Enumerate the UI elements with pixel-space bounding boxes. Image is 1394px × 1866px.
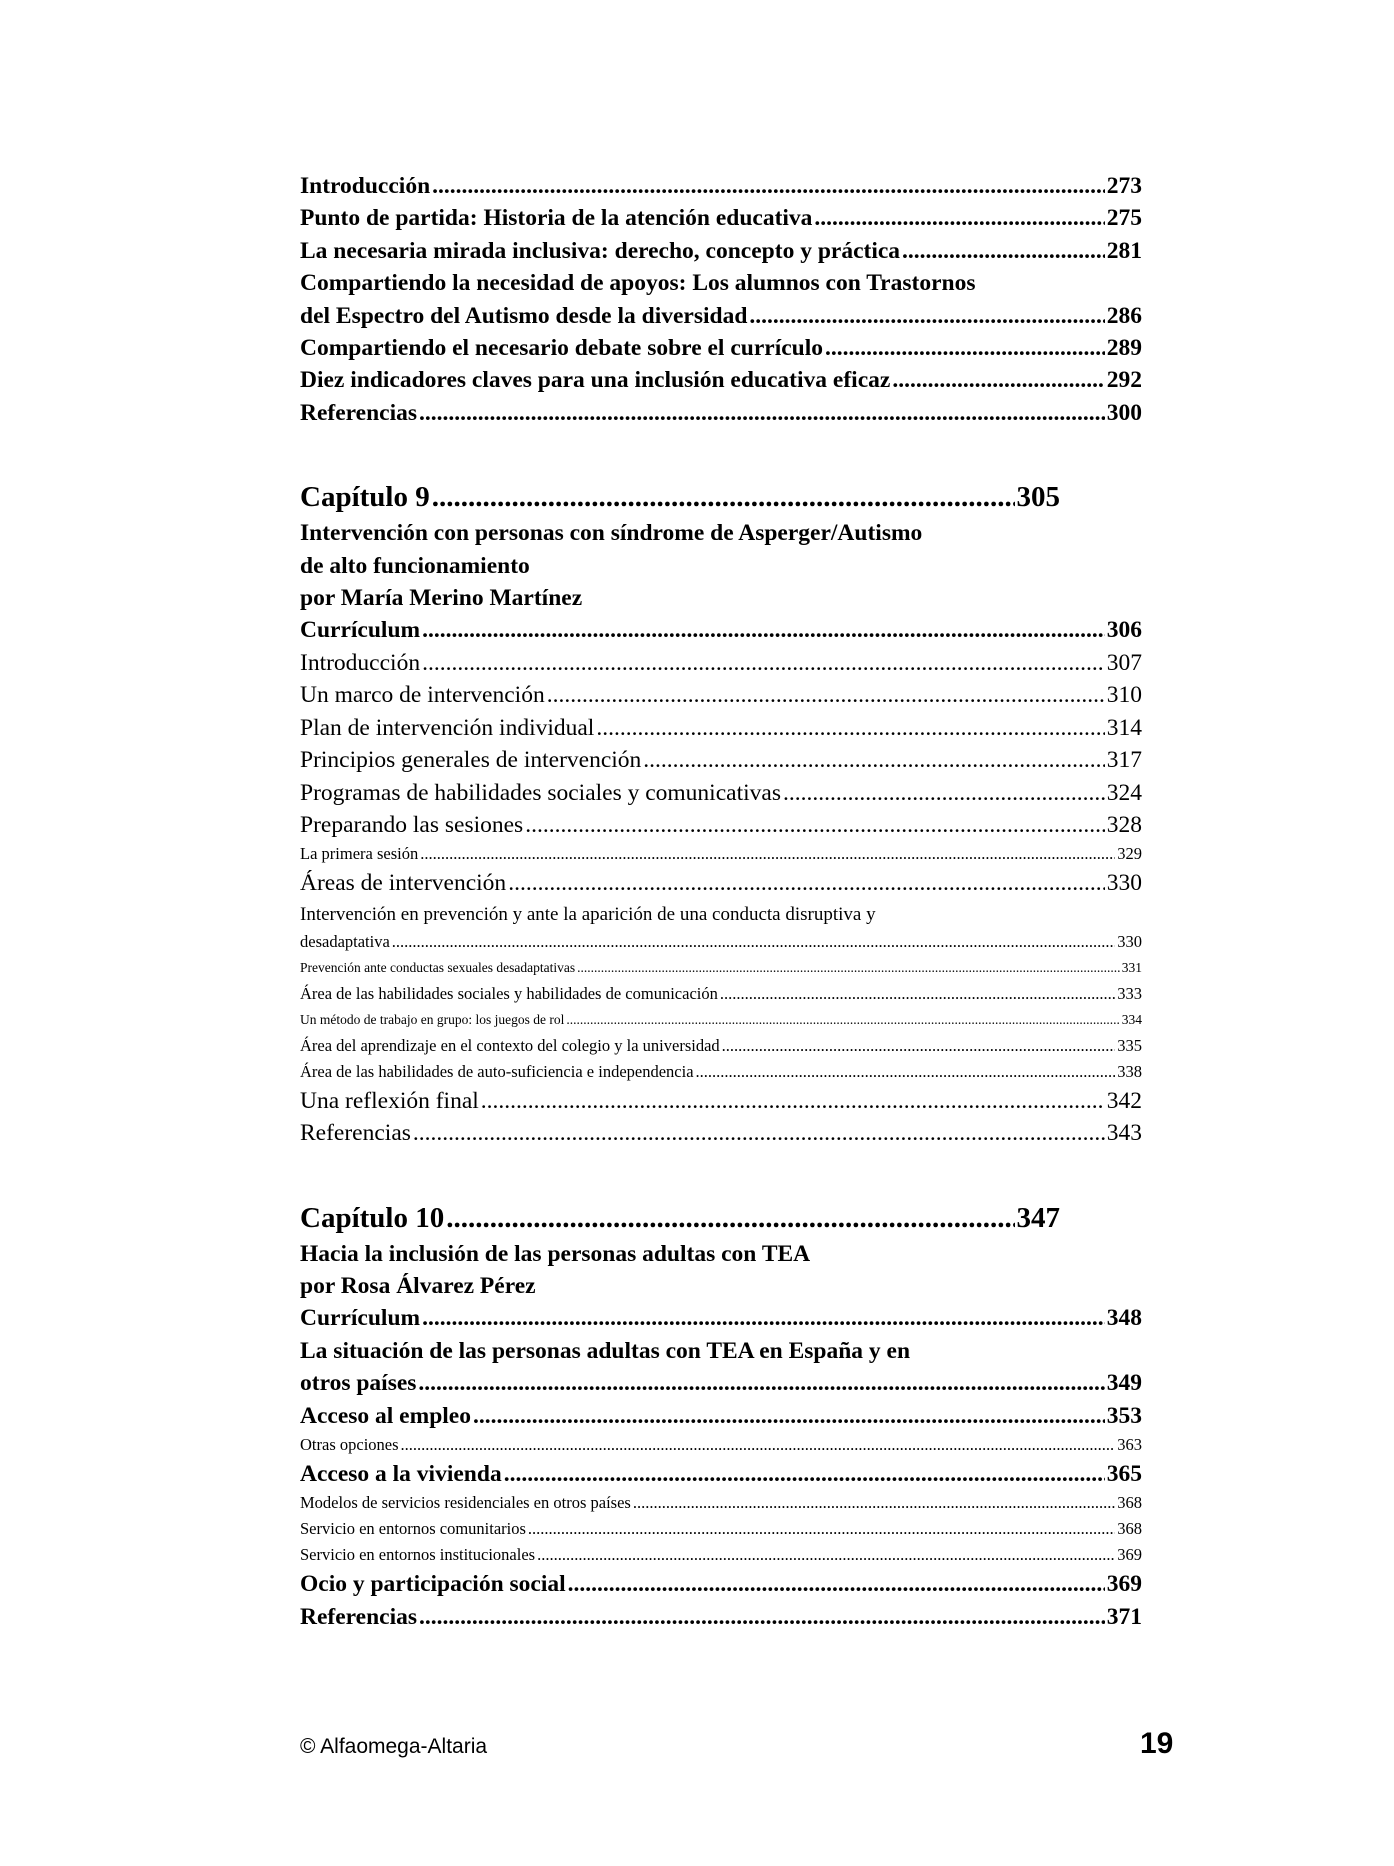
toc-entry bbox=[300, 300, 1142, 332]
toc-entry-page: 343 bbox=[1106, 1120, 1142, 1147]
toc-subentry bbox=[300, 1059, 1142, 1085]
chapter-label: Capítulo 9 bbox=[300, 481, 430, 514]
toc-entry-page: 306 bbox=[1106, 617, 1142, 644]
dot-leader bbox=[419, 397, 1105, 429]
chapter-author: por Rosa Álvarez Pérez bbox=[300, 1272, 536, 1299]
toc-entry bbox=[300, 1367, 1142, 1399]
toc-entry-title: Áreas de intervención bbox=[300, 870, 507, 897]
dot-leader bbox=[432, 170, 1105, 202]
toc-entry-page: 330 bbox=[1106, 870, 1142, 897]
table-of-contents bbox=[300, 170, 1142, 1633]
toc-entry-title: Un marco de intervención bbox=[300, 682, 545, 709]
toc-entry bbox=[300, 712, 1142, 744]
dot-leader bbox=[525, 809, 1105, 841]
toc-subentry bbox=[300, 929, 1142, 955]
chapter-page: 347 bbox=[1016, 1201, 1060, 1234]
dot-leader bbox=[547, 679, 1105, 711]
toc-entry-title: La primera sesión bbox=[300, 844, 419, 864]
toc-entry bbox=[300, 1117, 1142, 1149]
toc-entry-title: Prevención ante conductas sexuales desadaptativas bbox=[300, 959, 576, 975]
dot-leader bbox=[902, 235, 1105, 267]
toc-entry bbox=[300, 867, 1142, 899]
dot-leader bbox=[892, 364, 1104, 396]
dot-leader bbox=[392, 929, 1115, 955]
toc-entry bbox=[300, 397, 1142, 429]
toc-entry-title: Referencias bbox=[300, 1603, 418, 1630]
toc-entry bbox=[300, 170, 1142, 202]
toc-entry-page: 365 bbox=[1106, 1460, 1142, 1487]
toc-entry bbox=[300, 202, 1142, 234]
toc-subentry bbox=[300, 1516, 1142, 1542]
toc-entry-title: Introducción bbox=[300, 173, 431, 199]
toc-entry-page: 314 bbox=[1106, 714, 1142, 741]
toc-entry-page: 310 bbox=[1106, 682, 1142, 709]
toc-entry-title: Otras opciones bbox=[300, 1434, 399, 1454]
dot-leader bbox=[419, 1601, 1105, 1633]
chapter-heading bbox=[300, 477, 1060, 517]
toc-entry bbox=[300, 777, 1142, 809]
chapter-subtitle: Hacia la inclusión de las personas adultas con TEA bbox=[300, 1240, 811, 1267]
toc-entry-title: Compartiendo el necesario debate sobre el currículo bbox=[300, 335, 824, 362]
dot-leader bbox=[422, 1302, 1105, 1334]
page-number: 19 bbox=[1140, 1727, 1174, 1760]
chapter-page: 305 bbox=[1016, 481, 1060, 514]
toc-entry bbox=[300, 1400, 1142, 1432]
dot-leader bbox=[696, 1059, 1116, 1085]
toc-entry-page: 289 bbox=[1106, 335, 1142, 362]
section-gap bbox=[300, 429, 1142, 477]
toc-entry-page: 328 bbox=[1106, 811, 1142, 838]
chapter-subtitle: Intervención con personas con síndrome de Asperger/Autismo bbox=[300, 520, 923, 547]
toc-entry bbox=[300, 1601, 1142, 1633]
toc-entry-page: 369 bbox=[1117, 1545, 1142, 1565]
toc-entry-page: 334 bbox=[1121, 1011, 1142, 1027]
toc-subentry bbox=[300, 1542, 1142, 1568]
toc-entry-title: Preparando las sesiones bbox=[300, 811, 524, 838]
toc-entry-title: Un método de trabajo en grupo: los juegos de rol bbox=[300, 1011, 565, 1027]
dot-leader bbox=[566, 1007, 1119, 1033]
toc-entry-page: 330 bbox=[1117, 931, 1142, 951]
dot-leader bbox=[422, 647, 1105, 679]
dot-leader bbox=[446, 1198, 1014, 1238]
toc-entry-page: 368 bbox=[1117, 1519, 1142, 1539]
toc-entry bbox=[300, 1568, 1142, 1600]
dot-leader bbox=[749, 300, 1104, 332]
dot-leader bbox=[633, 1490, 1115, 1516]
dot-leader bbox=[577, 955, 1120, 981]
toc-entry-page: 286 bbox=[1106, 302, 1142, 329]
toc-entry-page: 273 bbox=[1106, 173, 1142, 199]
dot-leader bbox=[568, 1568, 1105, 1600]
dot-leader bbox=[814, 202, 1104, 234]
dot-leader bbox=[422, 614, 1105, 646]
dot-leader bbox=[473, 1400, 1105, 1432]
toc-entry-title: Área del aprendizaje en el contexto del colegio y la universidad bbox=[300, 1035, 720, 1055]
toc-entry-page: 371 bbox=[1106, 1603, 1142, 1630]
toc-entry-page: 292 bbox=[1106, 367, 1142, 394]
dot-leader bbox=[722, 1033, 1116, 1059]
toc-entry-title-line: La situación de las personas adultas con TEA en España y en bbox=[300, 1337, 911, 1364]
toc-entry-title: Modelos de servicios residenciales en otros países bbox=[300, 1493, 631, 1513]
toc-entry-title: Plan de intervención individual bbox=[300, 714, 595, 741]
toc-entry-page: 324 bbox=[1106, 779, 1142, 806]
toc-entry-title: Una reflexión final bbox=[300, 1087, 479, 1114]
chapter-heading bbox=[300, 1198, 1060, 1238]
dot-leader bbox=[643, 744, 1104, 776]
toc-entry-title-line: Compartiendo la necesidad de apoyos: Los alumnos con Trastornos bbox=[300, 270, 976, 297]
toc-entry-title: Currículum bbox=[300, 617, 421, 644]
toc-entry-title: Ocio y participación social bbox=[300, 1571, 566, 1598]
toc-entry-page: 307 bbox=[1106, 649, 1142, 676]
chapter-label: Capítulo 10 bbox=[300, 1201, 445, 1234]
toc-entry bbox=[300, 332, 1142, 364]
section-8-entries bbox=[300, 170, 1142, 429]
toc-entry-page: 349 bbox=[1106, 1370, 1142, 1397]
dot-leader bbox=[432, 477, 1015, 517]
toc-entry bbox=[300, 614, 1142, 646]
toc-entry-title: Acceso al empleo bbox=[300, 1402, 471, 1429]
toc-entry bbox=[300, 679, 1142, 711]
toc-entry-title: La necesaria mirada inclusiva: derecho, concepto y práctica bbox=[300, 237, 901, 264]
toc-subentry bbox=[300, 1490, 1142, 1516]
toc-entry-page: 331 bbox=[1121, 959, 1142, 975]
toc-entry-title: del Espectro del Autismo desde la diversidad bbox=[300, 302, 748, 329]
dot-leader bbox=[504, 1458, 1105, 1490]
dot-leader bbox=[481, 1085, 1105, 1117]
dot-leader bbox=[418, 1367, 1104, 1399]
toc-entry bbox=[300, 744, 1142, 776]
toc-entry-title: Punto de partida: Historia de la atención educativa bbox=[300, 205, 813, 232]
dot-leader bbox=[596, 712, 1104, 744]
toc-entry-title: Área de las habilidades de auto-suficiencia e independencia bbox=[300, 1061, 694, 1081]
toc-entry-page: 369 bbox=[1106, 1571, 1142, 1598]
chapter-author: por María Merino Martínez bbox=[300, 585, 583, 612]
toc-entry-title: Servicio en entornos comunitarios bbox=[300, 1519, 526, 1539]
dot-leader bbox=[528, 1516, 1115, 1542]
toc-entry-title: desadaptativa bbox=[300, 931, 390, 951]
chapter-subtitle: de alto funcionamiento bbox=[300, 552, 530, 579]
toc-entry-title: Programas de habilidades sociales y comunicativas bbox=[300, 779, 781, 806]
toc-entry-title: Acceso a la vivienda bbox=[300, 1460, 502, 1487]
toc-entry-title: Principios generales de intervención bbox=[300, 747, 642, 774]
toc-entry-title: otros países bbox=[300, 1370, 417, 1397]
chapter-9 bbox=[300, 477, 1142, 1149]
toc-subentry bbox=[300, 1432, 1142, 1458]
toc-entry-page: 338 bbox=[1117, 1061, 1142, 1081]
toc-entry bbox=[300, 1302, 1142, 1334]
toc-entry-title: Referencias bbox=[300, 399, 418, 426]
dot-leader bbox=[783, 777, 1105, 809]
toc-entry-page: 275 bbox=[1106, 205, 1142, 232]
toc-entry-page: 335 bbox=[1117, 1035, 1142, 1055]
toc-entry bbox=[300, 1085, 1142, 1117]
toc-subentry bbox=[300, 1007, 1142, 1033]
dot-leader bbox=[413, 1117, 1105, 1149]
toc-entry-page: 342 bbox=[1106, 1087, 1142, 1114]
toc-entry-title: Diez indicadores claves para una inclusión educativa eficaz bbox=[300, 367, 891, 394]
toc-entry bbox=[300, 647, 1142, 679]
toc-subentry bbox=[300, 841, 1142, 867]
toc-entry bbox=[300, 1458, 1142, 1490]
toc-entry-page: 348 bbox=[1106, 1305, 1142, 1332]
toc-entry-title-line: Intervención en prevención y ante la aparición de una conducta disruptiva y bbox=[300, 903, 876, 925]
toc-subentry bbox=[300, 981, 1142, 1007]
toc-entry-title: Área de las habilidades sociales y habilidades de comunicación bbox=[300, 983, 718, 1003]
dot-leader bbox=[401, 1432, 1116, 1458]
toc-entry bbox=[300, 235, 1142, 267]
dot-leader bbox=[508, 867, 1105, 899]
dot-leader bbox=[420, 841, 1115, 867]
toc-entry-page: 317 bbox=[1106, 747, 1142, 774]
toc-subentry bbox=[300, 1033, 1142, 1059]
toc-entry-title: Currículum bbox=[300, 1305, 421, 1332]
toc-entry-page: 363 bbox=[1117, 1434, 1142, 1454]
toc-entry-title: Servicio en entornos institucionales bbox=[300, 1545, 536, 1565]
section-gap bbox=[300, 1150, 1142, 1198]
toc-entry-page: 368 bbox=[1117, 1493, 1142, 1513]
toc-entry-title: Referencias bbox=[300, 1120, 411, 1147]
toc-entry bbox=[300, 364, 1142, 396]
dot-leader bbox=[825, 332, 1105, 364]
dot-leader bbox=[720, 981, 1115, 1007]
chapter-10 bbox=[300, 1198, 1142, 1634]
toc-entry-page: 353 bbox=[1106, 1402, 1142, 1429]
toc-entry-page: 300 bbox=[1106, 399, 1142, 426]
toc-entry bbox=[300, 809, 1142, 841]
dot-leader bbox=[537, 1542, 1115, 1568]
toc-entry-page: 329 bbox=[1117, 844, 1142, 864]
toc-subentry bbox=[300, 955, 1142, 981]
toc-entry-page: 281 bbox=[1106, 237, 1142, 264]
publisher-footer: © Alfaomega-Altaria bbox=[300, 1735, 488, 1758]
toc-entry-page: 333 bbox=[1117, 983, 1142, 1003]
toc-entry-title: Introducción bbox=[300, 649, 421, 676]
